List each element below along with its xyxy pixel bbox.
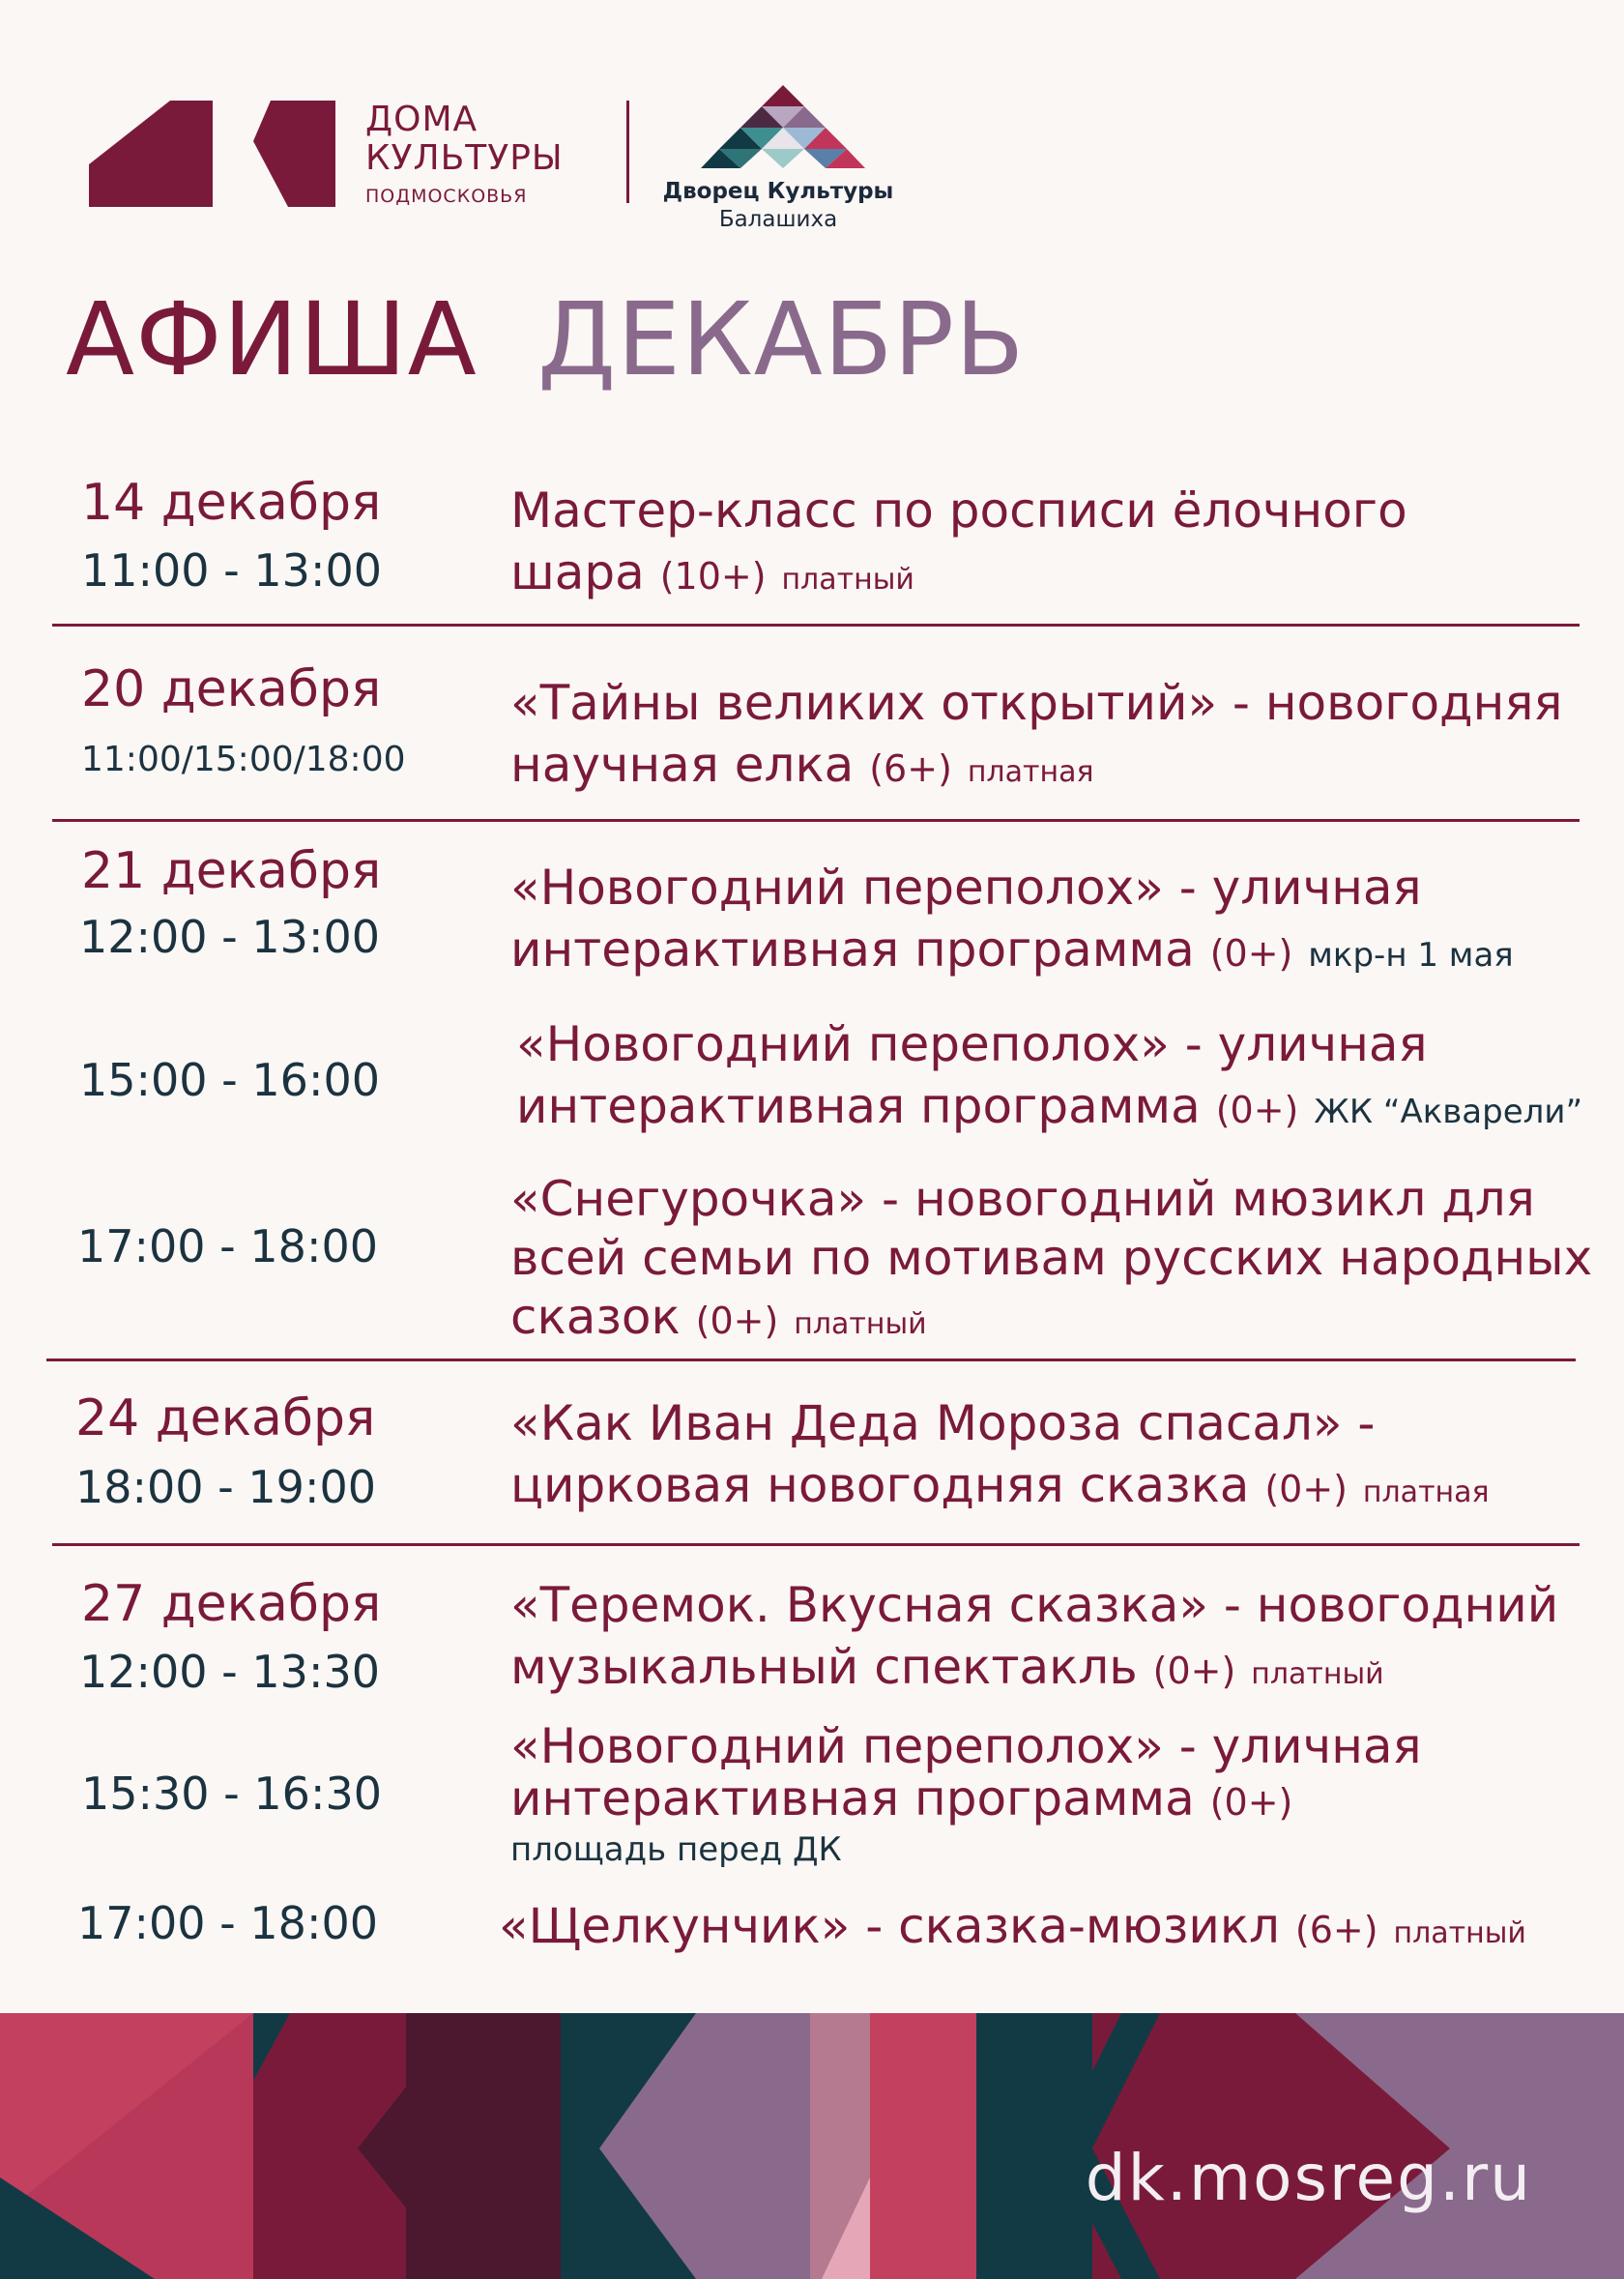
header	[0, 0, 1624, 280]
event-27-2	[510, 1720, 1593, 1871]
event-title-line: «Как Иван Деда Мороза спасал» -	[510, 1395, 1376, 1451]
palace-triangle-logo-icon	[701, 85, 865, 168]
event-title-line: музыкальный спектакль	[510, 1639, 1138, 1695]
venue-label: мкр-н 1 мая	[1308, 936, 1514, 975]
doma-kultury-logo-icon	[89, 101, 335, 207]
org-name-line2: КУЛЬТУРЫ	[365, 138, 564, 178]
price-note: платный	[794, 1307, 927, 1341]
time-21-2: 15:00 - 16:00	[79, 1054, 380, 1106]
event-title-line: научная елка	[510, 737, 855, 793]
event-27-3	[499, 1895, 1581, 1965]
age-badge: (0+)	[1152, 1650, 1236, 1692]
org-name-line3: ПОДМОСКОВЬЯ	[365, 186, 528, 207]
event-title-line: «Новогодний переполох» - уличная	[510, 860, 1422, 916]
footer-banner	[0, 2013, 1624, 2279]
price-note: платная	[967, 755, 1094, 789]
price-note: платный	[1251, 1657, 1384, 1691]
venue-label: площадь перед ДК	[510, 1830, 842, 1869]
age-badge: (0+)	[695, 1300, 779, 1342]
palace-name-line2: Балашиха	[718, 207, 838, 232]
event-title-line: Мастер-класс по росписи ёлочного	[510, 482, 1407, 539]
event-21-3	[510, 1170, 1593, 1354]
date-24: 24 декабря	[75, 1389, 376, 1447]
price-note: платная	[1362, 1476, 1490, 1509]
event-title-line: всей семьи по мотивам русских народных	[510, 1230, 1593, 1286]
divider	[52, 1543, 1580, 1546]
age-badge: (0+)	[1209, 932, 1293, 975]
time-21-3: 17:00 - 18:00	[77, 1220, 378, 1272]
age-badge: (10+)	[659, 555, 767, 598]
palace-name	[638, 178, 918, 234]
date-27: 27 декабря	[81, 1575, 382, 1633]
event-27-1	[510, 1574, 1593, 1706]
date-14: 14 декабря	[81, 474, 382, 532]
title-month: ДЕКАБРЬ	[537, 280, 1026, 398]
event-title-line: «Снегурочка» - новогодний мюзикл для	[510, 1171, 1535, 1227]
time-27-1: 12:00 - 13:30	[79, 1646, 380, 1698]
date-20: 20 декабря	[81, 660, 382, 718]
venue-label: ЖК “Акварели”	[1314, 1093, 1583, 1131]
org-name-line1: ДОМА	[365, 100, 478, 139]
event-title-line: интерактивная программа	[510, 921, 1195, 978]
event-24	[510, 1392, 1593, 1524]
event-title-line: цирковая новогодняя сказка	[510, 1457, 1250, 1513]
header-divider	[626, 101, 629, 203]
event-title-line: «Новогодний переполох» - уличная	[510, 1718, 1422, 1774]
age-badge: (0+)	[1264, 1468, 1348, 1510]
footer-url: dk.mosreg.ru	[1085, 2141, 1532, 2215]
event-21-1	[510, 857, 1593, 986]
event-title-line: «Теремок. Вкусная сказка» - новогодний	[510, 1577, 1559, 1633]
age-badge: (0+)	[1215, 1089, 1299, 1131]
time-14: 11:00 - 13:00	[81, 544, 382, 597]
event-14	[510, 480, 1593, 611]
org-name	[365, 101, 564, 207]
event-title-line: интерактивная программа	[510, 1770, 1195, 1826]
time-27-2: 15:30 - 16:30	[81, 1768, 382, 1820]
event-20	[510, 672, 1593, 803]
time-21-1: 12:00 - 13:00	[79, 911, 380, 963]
divider	[52, 624, 1580, 627]
age-badge: (0+)	[1209, 1781, 1293, 1824]
event-title-line: «Щелкунчик» - сказка-мюзикл	[499, 1898, 1280, 1954]
title-afisha: АФИША	[66, 280, 478, 398]
palace-name-line1: Дворец Культуры	[662, 179, 894, 204]
event-title-line: интерактивная программа	[516, 1078, 1201, 1134]
age-badge: (6+)	[1294, 1909, 1378, 1951]
event-21-2	[516, 1013, 1599, 1143]
event-title-line: «Тайны великих открытий» - новогодняя	[510, 675, 1563, 731]
date-21: 21 декабря	[81, 842, 382, 900]
event-title-line: «Новогодний переполох» - уличная	[516, 1016, 1428, 1072]
time-24: 18:00 - 19:00	[75, 1461, 376, 1513]
age-badge: (6+)	[869, 747, 952, 790]
event-title-line: шара	[510, 544, 645, 600]
event-title-line: сказок	[510, 1289, 681, 1345]
divider	[46, 1359, 1576, 1361]
price-note: платный	[1393, 1916, 1526, 1950]
price-note: платный	[781, 563, 914, 597]
time-27-3: 17:00 - 18:00	[77, 1897, 378, 1949]
divider	[52, 819, 1580, 822]
time-20: 11:00/15:00/18:00	[81, 740, 406, 779]
